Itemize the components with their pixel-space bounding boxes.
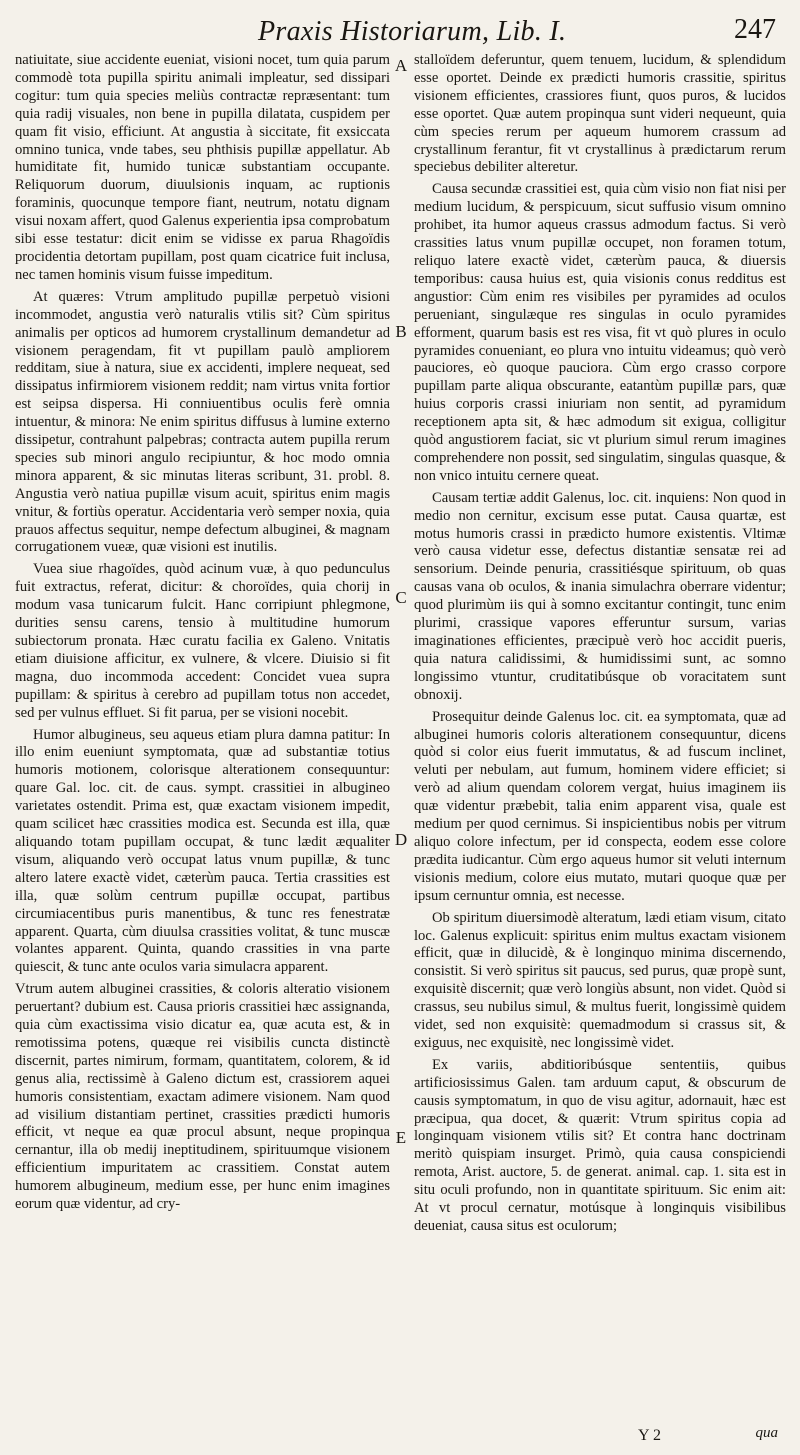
catchword: qua: [755, 1425, 778, 1441]
right-column: [414, 52, 786, 1432]
running-header: [0, 14, 800, 50]
page-number: 247: [734, 14, 776, 45]
margin-marker: A: [394, 56, 408, 75]
paragraph: stalloïdem deferuntur, quem tenuem, lucidum, & splendidum esse oportet. Deinde ex prædicti humoris crassitie, spiritus visionem efficientes, crassiores fiunt, quos puros, & lucidos esse oportet. Quæ autem propinqua sunt videri nequeunt, quia cùm species rerum per aqueum humorem crassum ad crystallinum ferantur, fit vt crystallinus à prædictarum rerum speciebus debiliter alteretur.: [414, 52, 786, 176]
running-title: Praxis Historiarum, Lib. I.: [258, 16, 567, 47]
paragraph: Vuea siue rhagoïdes, quòd acinum vuæ, à quo pedunculus fuit extractus, referat, dicitur: & choroïdes, quia chorij in modum vasa tunicarum fulcit. Hanc corripiunt phlegmone, durities sensu carens, tensio à multitudine humorum subiectorum pronata. Hæc curatu facilia ex Galeno. Vnitatis etiam diuisione afficitur, ex vulnere, & vlcere. Diuisio si fit magna, duo incommoda accedent: Concidet vuea supra pupillam: & spiritus à cerebro ad pupillam totus non accedet, sed per vulnus effluet. Si fit parua, per se visioni nocebit.: [15, 561, 390, 721]
paragraph: Vtrum autem albuginei crassities, & coloris alteratio visionem peruertant? dubium est. Causa prioris crassitiei hæc assignanda, quia cùm exactissima visio dicatur ea, quæ acuta est, & in remotissima potens, quæque rei visibilis cuncta distinctè discernit, partes nimirum, formam, quantitatem, colorem, & id genus alia, rectissimè à Galeno dictum est, crassiorem aquei humoris consistentiam, exactam adimere visionem. Nam quod ad visilium distantiam pertinet, crassities prædicti humoris efficit, vt neque ea quæ procul absunt, neque propinqua cernantur, illa ob medij ineptitudinem, spirituumque visionem efficientium impuritatem ac crassitiem. Constat autem humorem albugineum, medium esse, per hunc enim imagines eorum quæ videntur, ad cry-: [15, 981, 390, 1213]
paragraph: Ex variis, abditioribúsque sententiis, quibus artificiosissimus Galen. tam arduum caput, & obscurum de causis symptomatum, in quo de visu agitur, adornauit, hæc est præcipua, qua docet, & quærit: Vtrum spiritus copia ad longinquam visionem vtilis sit? Et contra hanc doctrinam meritò quispiam insurget. Primò, quia causa conspiciendi remota, Arist. auctore, 5. de generat. animal. cap. 1. sita est in situ oculi profundo, non in quantitate spirituum. Sic enim ait: At vt procul cernatur, motúsque à longinquis visibilibus deueniat, causa situs est oculorum;: [414, 1056, 786, 1234]
left-column: [15, 52, 390, 1432]
signature-mark: Y 2: [638, 1427, 661, 1444]
paragraph: Ob spiritum diuersimodè alteratum, lædi etiam visum, citato loc. Galenus explicuit: spiritus enim multus exactam visionem efficit, quæ in dilucidè, & è longinquo minima discernendo, consistit. Si verò spiritus sit paucus, sed purus, quæ propè sunt, exquisitè discernit; quæ verò longiùs absunt, non videt. Quòd si crassus, seu nubilus simul, & multus fuerit, longissimè quidem videt, sed non exquisitè: quemadmodum si crassus sit, & exiguus, nec exquisitè, nec longissimè videt.: [414, 909, 786, 1051]
margin-marker: B: [395, 322, 407, 341]
margin-marker: D: [394, 830, 408, 849]
margin-marker: E: [395, 1128, 407, 1147]
margin-marker: C: [395, 588, 407, 607]
paragraph: Causa secundæ crassitiei est, quia cùm visio non fiat nisi per medium lucidum, & perspicuum, sicut suffusio visum omnino prohibet, ita humor aqueus crassus admodum factus. Si verò crassities latus vnum pupillæ occupet, non foramen totum, reliquo latere exactè videt, cæterùm pauca, & diuersis temporibus: causa huius est, quia visionis conus redditus est angustior: Cùm enim res visibiles per pyramides ad oculos perueniant, singulæque res singulas in oculo pyramides efforment, quarum basis est res visa, fit vt quò plures in oculo pyramides conueniant, eo plura vno intuitu videamus; quò verò pauciores, eò quoque pauciora. Cùm ergo crasso corpore pupillam parte aliqua obscurante, eatantùm pupillæ pars, quæ huius corporis crassi iniuriam non sentit, ad pyramidum receptionem apta sit, & hæc admodum sit exigua, colligitur quòd angustiorem faciat, sic vt plurium simul rerum imagines comprehendere non possit, sed singulatim, singulas quasque, & non vnico intuitu cernere queat.: [414, 181, 786, 484]
paragraph: Humor albugineus, seu aqueus etiam plura damna patitur: In illo enim eueniunt symptomata, quæ ad substantiæ totius humoris motionem, colorisque alterationem consequuntur: quare Gal. loc. cit. de caus. sympt. crassitiei in albugineo varietates ostendit. Prima est, quæ exactam visionem impedit, quam scilicet hæc crassities modica est. Secunda est illa, quæ aliquando totam pupillam occupat, & tunc lædit æqualiter visum, aliquando verò occupat latus vnum pupillæ, & tunc altero latere exactè videt, cæterùm pauca. Tertia crassities est illa, quæ solùm centrum pupillæ occupat, partibus circumiacentibus puris manentibus, & tunc res fenestratæ apparent. Quarta, cùm diuulsa crassities volitat, & tunc muscæ volantes apparent. Quinta, quando crassities in vna parte quiescit, & tunc ante oculos varia simulacra apparent.: [15, 726, 390, 976]
paragraph: Prosequitur deinde Galenus loc. cit. ea symptomata, quæ ad albuginei humoris coloris alterationem consequuntur, dicens quòd si color eius fuerit immutatus, & ad fuscum inclinet, veluti per nebulam, aut fumum, hominem videre efficiet; si verò ad alium quendam colorem vergat, huius imaginem iis quæ videntur præbebit, talia enim apparent visa, quale est medium per quod cernimus. Si inspicientibus nobis per vitrum aliquo colore infectum, per id conspecta, eodem esse colore prædita iudicantur. Cùm ergo aqueus humor sit veluti internum visionis medium, colore eius mutato, mutari quoque quæ per ipsum cernuntur omnia, est necesse.: [414, 708, 786, 904]
paragraph: Causam tertiæ addit Galenus, loc. cit. inquiens: Non quod in medio non cernitur, excisum esse putat. Causa quartæ, est motus humoris crassi in prædicto humore existentis. Vltimæ verò causa videtur esse, defectus distantiæ sensatæ rei ad sensorium. Deinde penuria, crassitiésque spirituum, ob quas causas vana ob oculos, & inania simulachra oberrare videntur; quod plurimùm iis qui à somno excitantur contingit, tunc enim plurimi, crassique vapores efferuntur sursum, varias imaginationes efficientes, præcipuè verò hoc accidit pueris, quia natura calidissimi, & humidissimi sunt, ac somno longissimo vtuntur, cruditatibúsque ob voracitatem sunt obnoxij.: [414, 489, 786, 703]
paragraph: At quæres: Vtrum amplitudo pupillæ perpetuò visioni incommodet, angustia verò naturalis vtilis sit? Cùm spiritus animalis per opticos ad humorem crystallinum demandetur ad visionem peragendam, fit vt pupillam paulò ampliorem redditam, siue à natura, siue ex accidenti, implere nequeat, sed dissipatus infirmiorem visionem reddit; nam virtus vnita fortior est seipsa dispersa. Hi conniuentibus oculis ferè omnia intuentur, & minora: Ne enim spiritus diffusus à lumine externo dissipetur, contrahunt palpebras; contracta autem pupilla rerum species sub minori angulo recipiuntur, & hoc modo omnia minora apparent, & sic minutas literas scribunt, 31. probl. 8. Angustia verò natiua pupillæ visum acuit, spiritus enim magis vnitur, & fortiùs operatur. Accidentaria verò semper noxia, quia prauos affectus sequitur, nempe defectum albuginei, & magnam corrugationem vueæ, quæ visioni est inutilis.: [15, 288, 390, 556]
page-footer: [638, 1425, 779, 1444]
paragraph: natiuitate, siue accidente eueniat, visioni nocet, tum quia parum commodè tota pupilla spiritu animali impleatur, sed dissipari cogitur: tum quia species meliùs contractæ repræsentant: tum quia radij visuales, non bene in pupilla dilatata, cuspidem per quam fit visio, efficiunt. At angustia à siccitate, fit exsiccata omnino tunica, vnde tabes, seu phthisis pupillæ appellatur. Ab humiditate fit, humido tunicæ substantiam occupante. Reliquorum duorum, diuulsionis inquam, ac ruptionis foraminis, quocunque tempore fiant, neutrum, notatu dignam visui noxam affert, quod Galenus experientia ipsa comprobatum sibi esse testatur: dicit enim se vidisse ex parua Rhagoïdis procidentia detortam pupillam, post quam cicatrice fuit inclusa, nec tamen hominis visum fuisse impeditum.: [15, 52, 390, 283]
